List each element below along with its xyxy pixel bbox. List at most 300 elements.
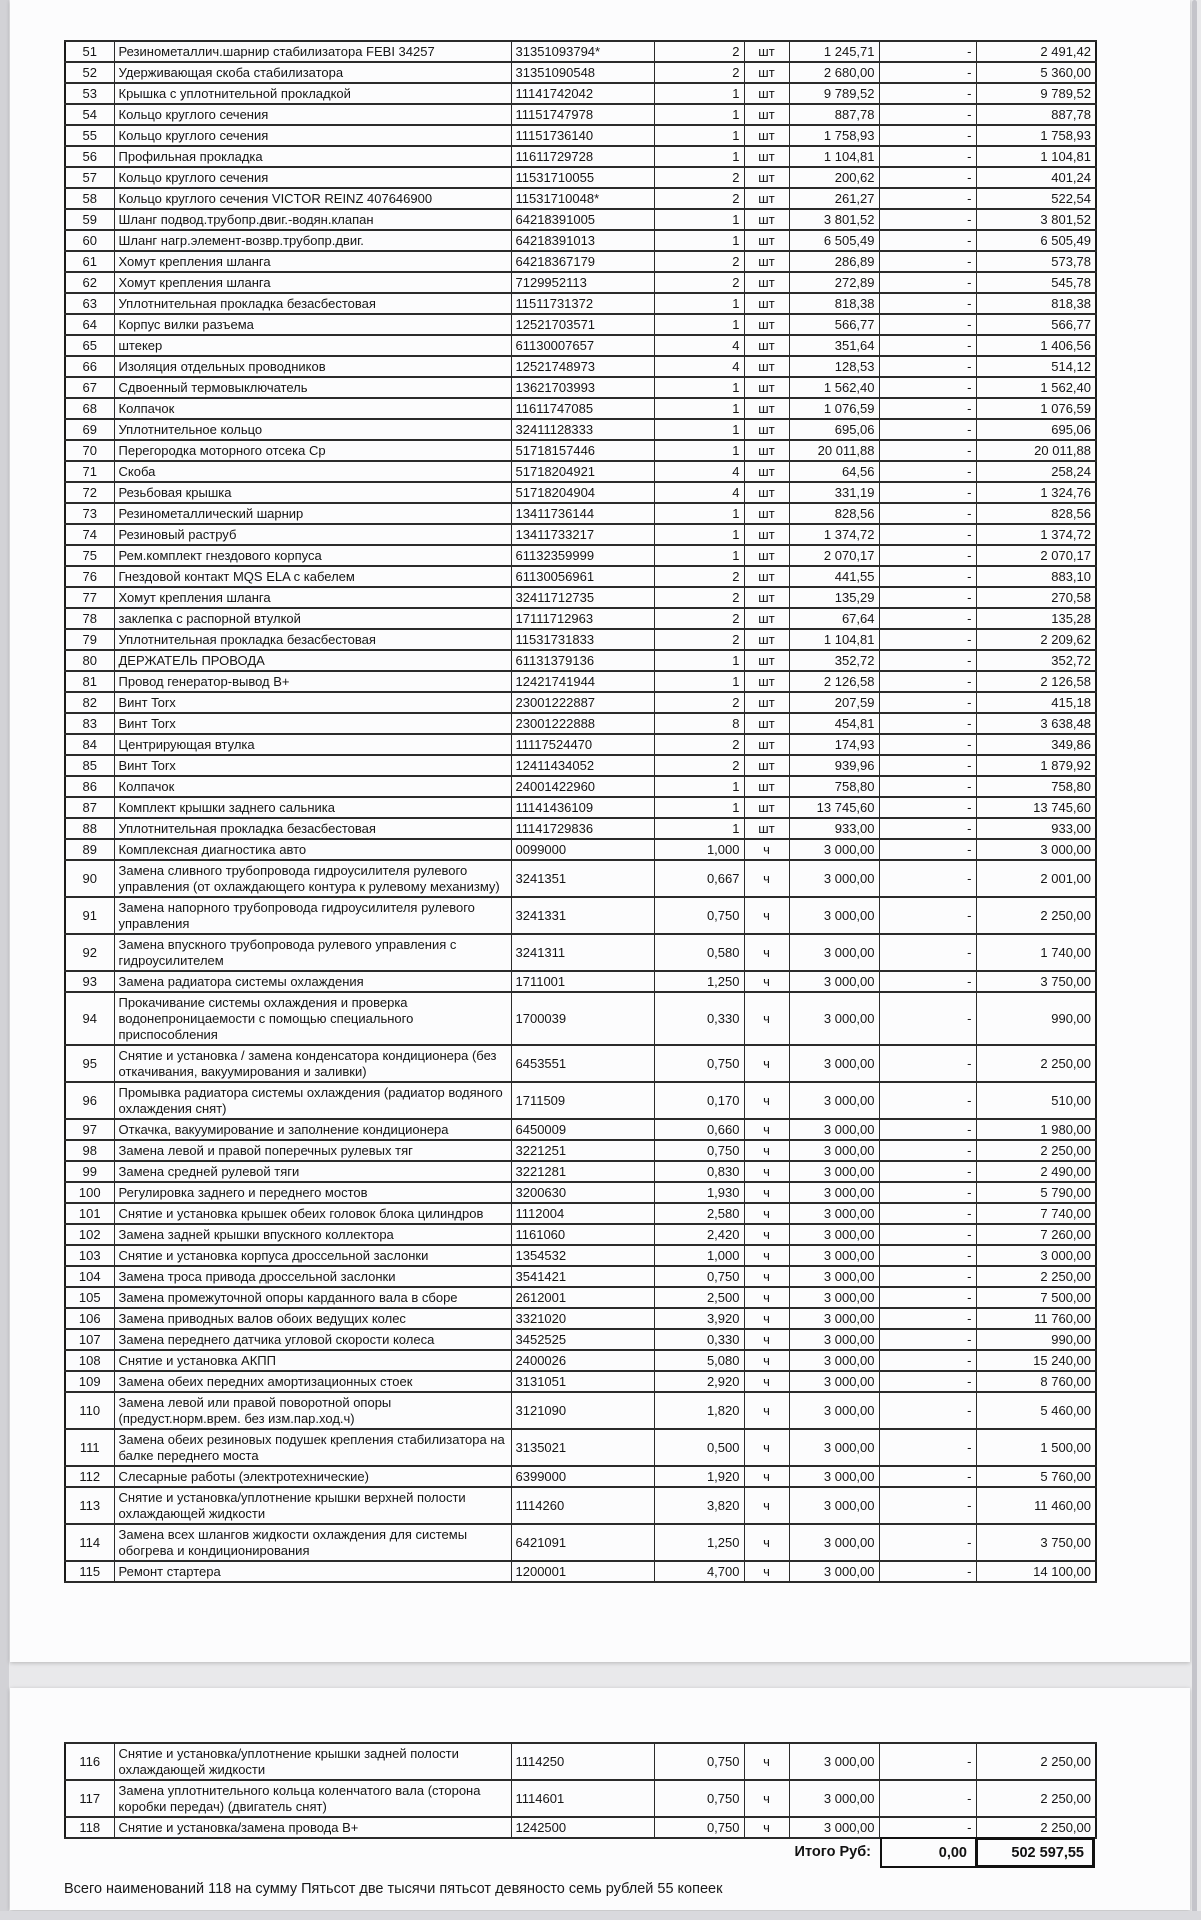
item-total: 2 250,00	[976, 897, 1096, 934]
item-discount: -	[879, 1392, 976, 1429]
item-discount: -	[879, 356, 976, 377]
row-number: 70	[65, 440, 114, 461]
item-discount: -	[879, 860, 976, 897]
item-code: 61130056961	[511, 566, 654, 587]
item-total: 514,12	[976, 356, 1096, 377]
item-total: 15 240,00	[976, 1350, 1096, 1371]
item-price: 441,55	[789, 566, 879, 587]
item-code: 1112004	[511, 1203, 654, 1224]
row-number: 100	[65, 1182, 114, 1203]
item-price: 2 680,00	[789, 62, 879, 83]
table-row	[65, 1045, 1096, 1082]
item-price: 286,89	[789, 251, 879, 272]
table-row	[65, 992, 1096, 1045]
item-price: 939,96	[789, 755, 879, 776]
item-price: 2 070,17	[789, 545, 879, 566]
item-name: Замена обеих резиновых подушек крепления стабилизатора на балке переднего моста	[114, 1429, 511, 1466]
item-total: 5 790,00	[976, 1182, 1096, 1203]
item-discount: -	[879, 692, 976, 713]
item-price: 200,62	[789, 167, 879, 188]
item-price: 3 000,00	[789, 1524, 879, 1561]
item-unit: шт	[744, 524, 789, 545]
table-row	[65, 1140, 1096, 1161]
row-number: 83	[65, 713, 114, 734]
item-total: 2 250,00	[976, 1780, 1096, 1817]
table-row	[65, 608, 1096, 629]
item-qty: 2	[654, 566, 744, 587]
item-price: 3 000,00	[789, 1224, 879, 1245]
row-number: 67	[65, 377, 114, 398]
table-row	[65, 440, 1096, 461]
item-price: 933,00	[789, 818, 879, 839]
item-total: 3 000,00	[976, 1245, 1096, 1266]
item-name: Кольцо круглого сечения	[114, 167, 511, 188]
item-price: 331,19	[789, 482, 879, 503]
item-code: 1114250	[511, 1743, 654, 1780]
item-discount: -	[879, 272, 976, 293]
item-name: Откачка, вакуумирование и заполнение кондиционера	[114, 1119, 511, 1140]
item-price: 3 000,00	[789, 992, 879, 1045]
item-qty: 1	[654, 650, 744, 671]
item-price: 207,59	[789, 692, 879, 713]
item-discount: -	[879, 839, 976, 860]
table-row	[65, 629, 1096, 650]
item-qty: 2,500	[654, 1287, 744, 1308]
item-discount: -	[879, 503, 976, 524]
item-unit: шт	[744, 482, 789, 503]
item-qty: 0,750	[654, 1817, 744, 1838]
table-row	[65, 314, 1096, 335]
item-qty: 4	[654, 482, 744, 503]
item-unit: шт	[744, 671, 789, 692]
item-discount: -	[879, 293, 976, 314]
item-name: Ремонт стартера	[114, 1561, 511, 1582]
item-unit: шт	[744, 545, 789, 566]
item-code: 24001422960	[511, 776, 654, 797]
item-discount: -	[879, 230, 976, 251]
table-row	[65, 293, 1096, 314]
item-qty: 4,700	[654, 1561, 744, 1582]
item-total: 1 406,56	[976, 335, 1096, 356]
item-qty: 2	[654, 272, 744, 293]
table-row	[65, 251, 1096, 272]
item-discount: -	[879, 650, 976, 671]
item-price: 13 745,60	[789, 797, 879, 818]
item-code: 13411733217	[511, 524, 654, 545]
item-name: Рем.комплект гнездового корпуса	[114, 545, 511, 566]
row-number: 85	[65, 755, 114, 776]
item-unit: шт	[744, 587, 789, 608]
item-discount: -	[879, 713, 976, 734]
item-code: 51718204904	[511, 482, 654, 503]
item-total: 270,58	[976, 587, 1096, 608]
item-discount: -	[879, 1082, 976, 1119]
table-row	[65, 188, 1096, 209]
item-unit: ч	[744, 1487, 789, 1524]
item-total: 1 740,00	[976, 934, 1096, 971]
table-row	[65, 209, 1096, 230]
table-row	[65, 713, 1096, 734]
table-row	[65, 1429, 1096, 1466]
item-name: Замена впускного трубопровода рулевого управления с гидроусилителем	[114, 934, 511, 971]
row-number: 53	[65, 83, 114, 104]
table-row	[65, 461, 1096, 482]
item-price: 3 000,00	[789, 1287, 879, 1308]
item-code: 3321020	[511, 1308, 654, 1329]
item-qty: 1	[654, 545, 744, 566]
item-total: 883,10	[976, 566, 1096, 587]
row-number: 98	[65, 1140, 114, 1161]
item-discount: -	[879, 608, 976, 629]
item-qty: 2	[654, 734, 744, 755]
item-price: 1 104,81	[789, 629, 879, 650]
scrollbar-thumb[interactable]	[1192, 0, 1197, 1920]
item-code: 11611729728	[511, 146, 654, 167]
item-total: 2 490,00	[976, 1161, 1096, 1182]
item-code: 32411712735	[511, 587, 654, 608]
item-total: 522,54	[976, 188, 1096, 209]
item-price: 3 000,00	[789, 1561, 879, 1582]
viewer-left-edge	[0, 0, 9, 1920]
item-code: 12521703571	[511, 314, 654, 335]
row-number: 78	[65, 608, 114, 629]
item-code: 1700039	[511, 992, 654, 1045]
item-unit: шт	[744, 41, 789, 62]
item-discount: -	[879, 545, 976, 566]
item-unit: ч	[744, 897, 789, 934]
item-discount: -	[879, 1371, 976, 1392]
item-code: 61131379136	[511, 650, 654, 671]
item-total: 573,78	[976, 251, 1096, 272]
table-row	[65, 566, 1096, 587]
item-code: 6421091	[511, 1524, 654, 1561]
item-name: Крышка с уплотнительной прокладкой	[114, 83, 511, 104]
item-total: 8 760,00	[976, 1371, 1096, 1392]
item-code: 11531731833	[511, 629, 654, 650]
item-discount: -	[879, 818, 976, 839]
item-total: 2 126,58	[976, 671, 1096, 692]
item-qty: 2	[654, 608, 744, 629]
item-qty: 0,330	[654, 992, 744, 1045]
item-price: 64,56	[789, 461, 879, 482]
row-number: 108	[65, 1350, 114, 1371]
table-row	[65, 1266, 1096, 1287]
item-total: 2 491,42	[976, 41, 1096, 62]
item-code: 6450009	[511, 1119, 654, 1140]
item-total: 1 500,00	[976, 1429, 1096, 1466]
item-code: 11511731372	[511, 293, 654, 314]
item-qty: 2	[654, 167, 744, 188]
item-discount: -	[879, 1350, 976, 1371]
item-total: 7 260,00	[976, 1224, 1096, 1245]
item-unit: шт	[744, 62, 789, 83]
item-total: 1 980,00	[976, 1119, 1096, 1140]
item-name: Замена промежуточной опоры карданного вала в сборе	[114, 1287, 511, 1308]
item-price: 3 000,00	[789, 1780, 879, 1817]
item-name: Колпачок	[114, 776, 511, 797]
item-qty: 2	[654, 629, 744, 650]
row-number: 69	[65, 419, 114, 440]
row-number: 96	[65, 1082, 114, 1119]
item-name: Кольцо круглого сечения	[114, 104, 511, 125]
item-name: Снятие и установка АКПП	[114, 1350, 511, 1371]
item-qty: 0,750	[654, 1266, 744, 1287]
item-name: Перегородка моторного отсека Ср	[114, 440, 511, 461]
item-code: 11531710055	[511, 167, 654, 188]
item-name: Прокачивание системы охлаждения и проверка водонепроницаемости с помощью специального приспособления	[114, 992, 511, 1045]
item-unit: ч	[744, 1140, 789, 1161]
totals-row	[64, 1837, 1095, 1868]
item-name: Колпачок	[114, 398, 511, 419]
item-unit: шт	[744, 377, 789, 398]
item-total: 5 460,00	[976, 1392, 1096, 1429]
item-unit: шт	[744, 797, 789, 818]
item-total: 990,00	[976, 992, 1096, 1045]
item-unit: шт	[744, 755, 789, 776]
item-price: 887,78	[789, 104, 879, 125]
table-row	[65, 839, 1096, 860]
table-row	[65, 1466, 1096, 1487]
item-discount: -	[879, 41, 976, 62]
row-number: 65	[65, 335, 114, 356]
item-name: Центрирующая втулка	[114, 734, 511, 755]
item-discount: -	[879, 897, 976, 934]
item-total: 1 758,93	[976, 125, 1096, 146]
item-name: Кольцо круглого сечения VICTOR REINZ 407646900	[114, 188, 511, 209]
item-total: 2 070,17	[976, 545, 1096, 566]
item-price: 128,53	[789, 356, 879, 377]
item-name: Хомут крепления шланга	[114, 272, 511, 293]
item-qty: 2,420	[654, 1224, 744, 1245]
invoice-table-page-1	[64, 40, 1097, 1583]
item-code: 6399000	[511, 1466, 654, 1487]
item-price: 1 104,81	[789, 146, 879, 167]
row-number: 84	[65, 734, 114, 755]
item-discount: -	[879, 566, 976, 587]
item-qty: 1,930	[654, 1182, 744, 1203]
row-number: 79	[65, 629, 114, 650]
item-unit: шт	[744, 188, 789, 209]
row-number: 86	[65, 776, 114, 797]
table-row	[65, 482, 1096, 503]
item-code: 11117524470	[511, 734, 654, 755]
item-qty: 2,580	[654, 1203, 744, 1224]
item-discount: -	[879, 1466, 976, 1487]
item-code: 1114260	[511, 1487, 654, 1524]
viewer-bottom-edge	[0, 1911, 1201, 1920]
item-discount: -	[879, 755, 976, 776]
item-qty: 0,330	[654, 1329, 744, 1350]
document-page-2	[10, 1688, 1190, 1910]
item-discount: -	[879, 629, 976, 650]
item-qty: 1,000	[654, 1245, 744, 1266]
item-unit: ч	[744, 1561, 789, 1582]
item-name: ДЕРЖАТЕЛЬ ПРОВОДА	[114, 650, 511, 671]
item-qty: 1	[654, 146, 744, 167]
item-price: 3 000,00	[789, 1161, 879, 1182]
item-price: 758,80	[789, 776, 879, 797]
item-discount: -	[879, 314, 976, 335]
item-qty: 0,750	[654, 1140, 744, 1161]
table-row	[65, 1817, 1096, 1838]
item-name: Замена обеих передних амортизационных стоек	[114, 1371, 511, 1392]
item-unit: шт	[744, 608, 789, 629]
row-number: 76	[65, 566, 114, 587]
row-number: 80	[65, 650, 114, 671]
table-row	[65, 377, 1096, 398]
item-price: 272,89	[789, 272, 879, 293]
table-row	[65, 797, 1096, 818]
item-total: 828,56	[976, 503, 1096, 524]
row-number: 99	[65, 1161, 114, 1182]
item-total: 3 750,00	[976, 1524, 1096, 1561]
item-unit: шт	[744, 293, 789, 314]
item-discount: -	[879, 671, 976, 692]
item-code: 11151747978	[511, 104, 654, 125]
row-number: 62	[65, 272, 114, 293]
item-discount: -	[879, 1429, 976, 1466]
item-qty: 2	[654, 41, 744, 62]
item-name: Скоба	[114, 461, 511, 482]
item-price: 3 000,00	[789, 1817, 879, 1838]
scrollbar-track[interactable]	[1191, 0, 1199, 1920]
item-unit: шт	[744, 167, 789, 188]
item-unit: шт	[744, 734, 789, 755]
item-unit: ч	[744, 1082, 789, 1119]
item-code: 12411434052	[511, 755, 654, 776]
item-code: 17111712963	[511, 608, 654, 629]
item-qty: 0,750	[654, 1780, 744, 1817]
row-number: 105	[65, 1287, 114, 1308]
table-row	[65, 41, 1096, 62]
item-discount: -	[879, 1817, 976, 1838]
row-number: 58	[65, 188, 114, 209]
table-row	[65, 1082, 1096, 1119]
item-unit: шт	[744, 314, 789, 335]
item-discount: -	[879, 1743, 976, 1780]
item-discount: -	[879, 1266, 976, 1287]
table-row	[65, 776, 1096, 797]
row-number: 63	[65, 293, 114, 314]
row-number: 103	[65, 1245, 114, 1266]
item-price: 135,29	[789, 587, 879, 608]
item-discount: -	[879, 62, 976, 83]
row-number: 115	[65, 1561, 114, 1582]
item-discount: -	[879, 209, 976, 230]
document-page-1	[10, 0, 1190, 1662]
item-qty: 0,170	[654, 1082, 744, 1119]
row-number: 60	[65, 230, 114, 251]
item-unit: шт	[744, 356, 789, 377]
row-number: 94	[65, 992, 114, 1045]
item-total: 13 745,60	[976, 797, 1096, 818]
item-discount: -	[879, 125, 976, 146]
item-name: Замена уплотнительного кольца коленчатого вала (сторона коробки передач) (двигатель снят)	[114, 1780, 511, 1817]
item-discount: -	[879, 1140, 976, 1161]
table-row	[65, 1245, 1096, 1266]
item-name: Комплект крышки заднего сальника	[114, 797, 511, 818]
item-unit: ч	[744, 1329, 789, 1350]
item-discount: -	[879, 1561, 976, 1582]
item-qty: 0,580	[654, 934, 744, 971]
item-unit: ч	[744, 1287, 789, 1308]
item-total: 1 076,59	[976, 398, 1096, 419]
row-number: 95	[65, 1045, 114, 1082]
item-qty: 1,820	[654, 1392, 744, 1429]
item-name: Замена левой или правой поворотной опоры (предуст.норм.врем. без изм.пар.ход.ч)	[114, 1392, 511, 1429]
item-name: Корпус вилки разъема	[114, 314, 511, 335]
table-row	[65, 1561, 1096, 1582]
table-row	[65, 587, 1096, 608]
item-name: Снятие и установка корпуса дроссельной заслонки	[114, 1245, 511, 1266]
summary-text: Всего наименований 118 на сумму Пятьсот две тысячи пятьсот девяносто семь рублей 55 копеек	[64, 1881, 723, 1897]
item-unit: ч	[744, 860, 789, 897]
item-name: Замена переднего датчика угловой скорости колеса	[114, 1329, 511, 1350]
row-number: 61	[65, 251, 114, 272]
row-number: 55	[65, 125, 114, 146]
item-total: 1 374,72	[976, 524, 1096, 545]
table-row	[65, 1308, 1096, 1329]
row-number: 87	[65, 797, 114, 818]
item-discount: -	[879, 776, 976, 797]
item-price: 3 000,00	[789, 1245, 879, 1266]
item-qty: 4	[654, 335, 744, 356]
table-row	[65, 167, 1096, 188]
item-name: Профильная прокладка	[114, 146, 511, 167]
row-number: 71	[65, 461, 114, 482]
item-name: Уплотнительная прокладка безасбестовая	[114, 629, 511, 650]
item-discount: -	[879, 734, 976, 755]
table-row	[65, 1371, 1096, 1392]
item-qty: 2	[654, 587, 744, 608]
item-code: 3221251	[511, 1140, 654, 1161]
item-price: 1 245,71	[789, 41, 879, 62]
item-total: 7 740,00	[976, 1203, 1096, 1224]
item-code: 13621703993	[511, 377, 654, 398]
item-unit: ч	[744, 971, 789, 992]
item-unit: шт	[744, 272, 789, 293]
item-qty: 1	[654, 776, 744, 797]
item-discount: -	[879, 797, 976, 818]
row-number: 111	[65, 1429, 114, 1466]
item-unit: ч	[744, 1224, 789, 1245]
item-unit: шт	[744, 692, 789, 713]
row-number: 116	[65, 1743, 114, 1780]
table-row	[65, 1182, 1096, 1203]
item-price: 3 000,00	[789, 1266, 879, 1287]
item-name: Замена средней рулевой тяги	[114, 1161, 511, 1182]
item-qty: 1	[654, 440, 744, 461]
item-name: Винт Torx	[114, 713, 511, 734]
table-row	[65, 934, 1096, 971]
item-price: 3 000,00	[789, 1140, 879, 1161]
item-total: 990,00	[976, 1329, 1096, 1350]
row-number: 56	[65, 146, 114, 167]
item-unit: ч	[744, 1203, 789, 1224]
item-name: Уплотнительная прокладка безасбестовая	[114, 818, 511, 839]
item-qty: 1	[654, 503, 744, 524]
row-number: 64	[65, 314, 114, 335]
item-code: 1354532	[511, 1245, 654, 1266]
item-code: 61132359999	[511, 545, 654, 566]
row-number: 107	[65, 1329, 114, 1350]
item-qty: 1,000	[654, 839, 744, 860]
row-number: 114	[65, 1524, 114, 1561]
item-unit: шт	[744, 566, 789, 587]
item-qty: 1	[654, 314, 744, 335]
item-qty: 4	[654, 356, 744, 377]
table-row	[65, 1487, 1096, 1524]
